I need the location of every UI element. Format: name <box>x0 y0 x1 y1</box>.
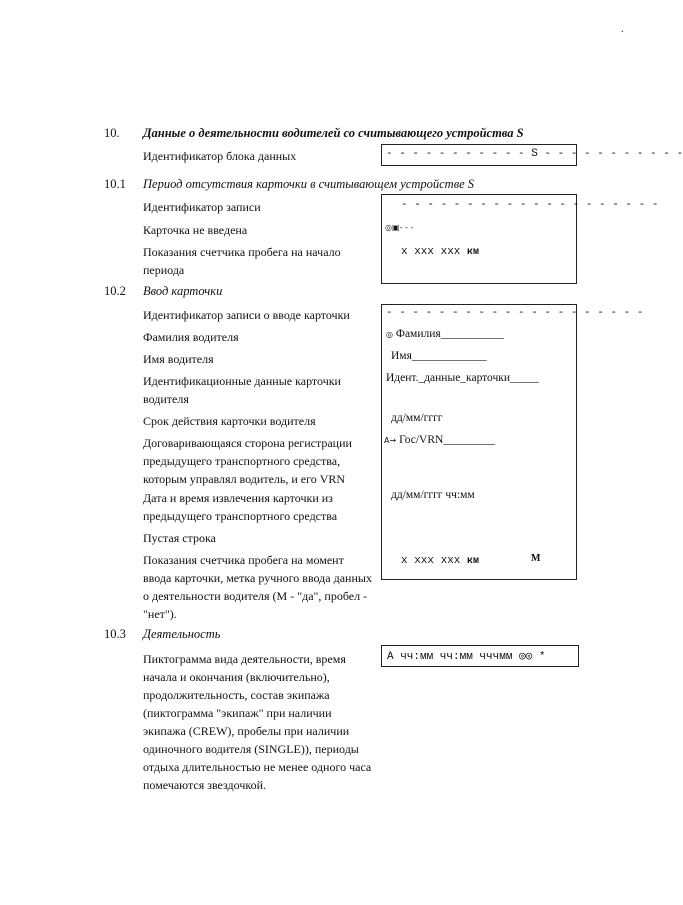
field-label: Идентификатор записи <box>143 200 261 214</box>
field-label: Карточка не введена <box>143 223 248 237</box>
odometer-unit: км <box>467 556 480 567</box>
insertion-record-id-value: - - - - - - - - - - - - - - - - - - - - <box>386 307 644 319</box>
record-id-value: - - - - - - - - - - - - - - - - - - - - <box>401 199 659 211</box>
corner-mark: . <box>621 24 624 35</box>
registration-value: A→ Гос/VRN_________ <box>384 434 496 446</box>
field-label: Пустая строка <box>143 531 216 545</box>
driver-name-value: Имя_____________ <box>391 350 487 362</box>
section-number: 10.1 <box>104 177 126 191</box>
odometer-unit: км <box>467 247 480 258</box>
field-label: Идентификатор записи о вводе карточки <box>143 308 350 322</box>
card-not-inserted-icon: ◎▣- - - <box>385 223 414 232</box>
section-number: 10.3 <box>104 627 126 641</box>
field-label: Дата и время извлечения карточки из предыдущего транспортного средства <box>143 491 338 523</box>
field-label: Срок действия карточки водителя <box>143 414 316 428</box>
section-number: 10.2 <box>104 284 126 298</box>
section-title: Период отсутствия карточки в считывающем устройстве S <box>143 177 475 191</box>
field-label: Идентификационные данные карточки водителя <box>143 374 341 406</box>
odometer-digits: x xxx xxx <box>401 246 461 258</box>
insertion-odometer-value <box>401 555 479 567</box>
field-label: Пиктограмма вида деятельности, время начала и окончания (включительно), продолжительность, состав экипажа (пиктограмма "экипаж" при наличии экипажа (CREW), пробелы при наличии одиночного водителя (SINGLE)), периоды отдыха длительностью не менее одного часа помечаются звездочкой. <box>143 652 372 792</box>
card-expiry-value: дд/мм/гггг <box>391 412 443 424</box>
driver-surname-value: ◎ Фамилия___________ <box>386 328 504 340</box>
field-label: Идентификатор блока данных <box>143 149 297 163</box>
odometer-value <box>401 246 479 258</box>
field-label: Договаривающаяся сторона регистрации предыдущего транспортного средства, которым управлял водитель, и его VRN <box>143 436 352 486</box>
card-id-value: Идент._данные_карточки_____ <box>386 372 539 384</box>
odometer-digits: x xxx xxx <box>401 555 461 567</box>
field-label: Показания счетчика пробега на начало периода <box>143 245 341 277</box>
section-title: Ввод карточки <box>143 284 223 298</box>
section-title: Деятельность <box>143 627 221 641</box>
field-label: Имя водителя <box>143 352 214 366</box>
country-arrow-icon: A→ <box>384 436 397 445</box>
section-number: 10. <box>104 126 120 140</box>
manual-entry-flag: M <box>531 553 541 564</box>
section-title: Данные о деятельности водителей со считывающего устройства S <box>143 126 524 140</box>
field-label: Показания счетчика пробега на момент ввода карточки, метка ручного ввода данных о деятельности водителя (M - "да", пробел - "нет"). <box>143 553 372 621</box>
data-block-id-value: - - - - - - - - - - - S - - - - - - - - - - - <box>386 148 683 160</box>
withdrawal-datetime-value: дд/мм/гггг чч:мм <box>391 489 475 501</box>
activity-value: A чч:мм чч:мм чччмм ◎◎ * <box>387 651 546 663</box>
driver-card-icon: ◎ <box>386 330 393 339</box>
field-label: Фамилия водителя <box>143 330 239 344</box>
